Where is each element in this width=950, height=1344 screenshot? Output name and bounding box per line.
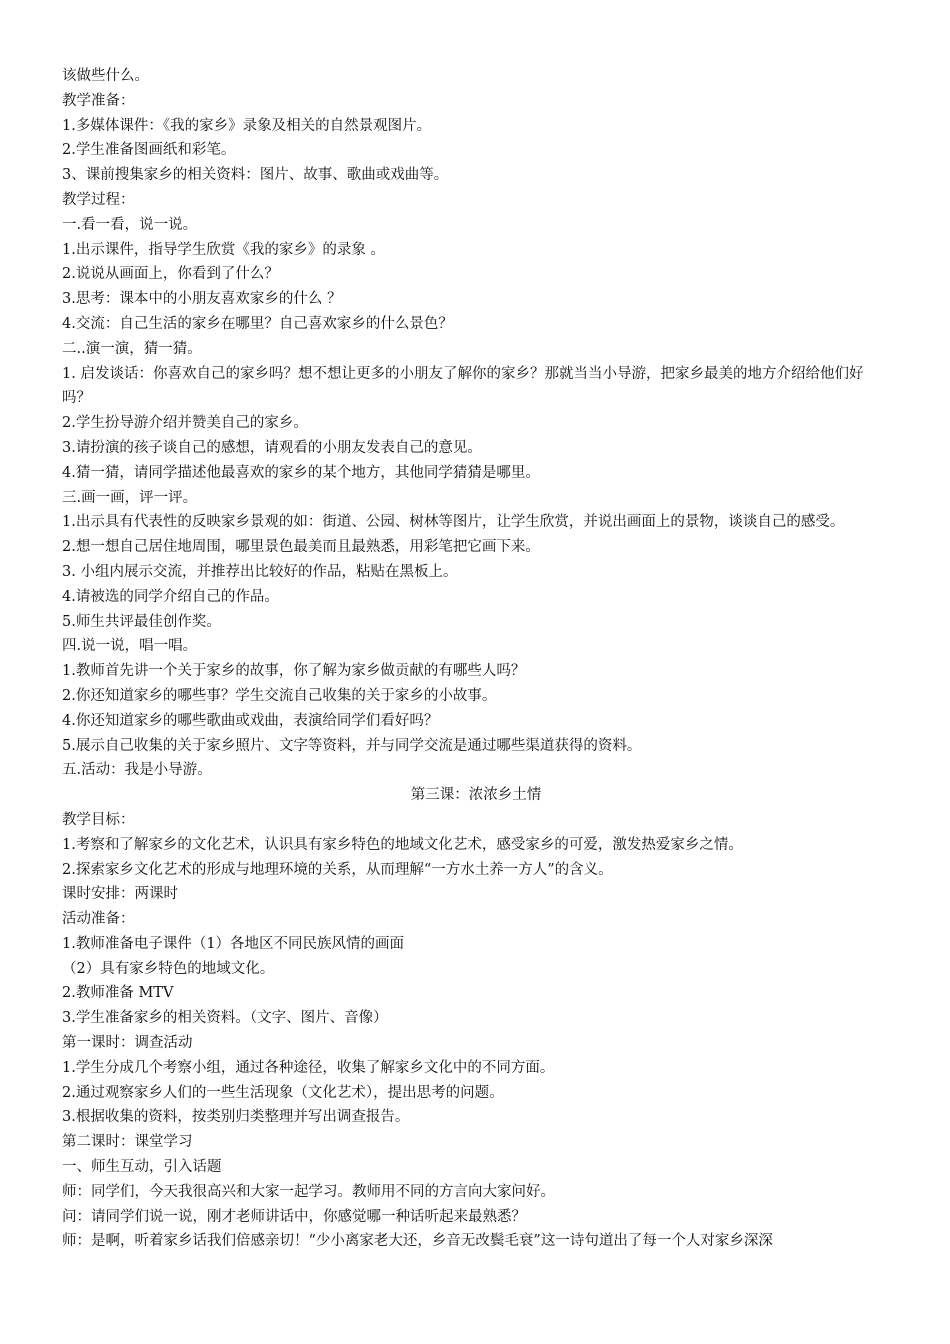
text-line: 3、课前搜集家乡的相关资料：图片、故事、歌曲或戏曲等。 xyxy=(62,167,449,184)
text-line: 3.请扮演的孩子谈自己的感想，请观看的小朋友发表自己的意见。 xyxy=(62,439,482,456)
text-line: 3. 小组内展示交流，并推荐出比较好的作品，粘贴在黑板上。 xyxy=(62,563,458,580)
text-line: 3.根据收集的资料，按类别归类整理并写出调查报告。 xyxy=(62,1109,410,1126)
text-line: 2.想一想自己居住地周围，哪里景色最美而且最熟悉，用彩笔把它画下来。 xyxy=(62,539,540,556)
text-line: 1. 启发谈话：你喜欢自己的家乡吗？想不想让更多的小朋友了解你的家乡？那就当当小导游，把家乡最美的地方介绍给他们好吗？ xyxy=(62,365,864,407)
text-line: 2.学生扮导游介绍并赞美自己的家乡。 xyxy=(62,415,308,432)
text-line: 2.说说从画面上，你看到了什么？ xyxy=(62,266,279,283)
text-line: 1.考察和了解家乡的文化艺术，认识具有家乡特色的地域文化艺术，感受家乡的可爱，激发热爱家乡之情。 xyxy=(62,836,743,853)
text-line: 2.通过观察家乡人们的一些生活现象（文化艺术），提出思考的问题。 xyxy=(62,1084,504,1101)
text-line: 三.画一画，评一评。 xyxy=(62,489,198,506)
text-line: 教学过程： xyxy=(62,191,135,208)
text-line: 3.思考：课本中的小朋友喜欢家乡的什么 ？ xyxy=(62,291,342,308)
text-line: 1.学生分成几个考察小组，通过各种途径，收集了解家乡文化中的不同方面。 xyxy=(62,1059,555,1076)
text-line: 1.出示课件，指导学生欣赏《我的家乡》的录象 。 xyxy=(62,241,385,258)
text-line: 第一课时：调查活动 xyxy=(62,1035,193,1052)
text-line: 1.多媒体课件：《我的家乡》录象及相关的自然景观图片。 xyxy=(62,117,432,134)
text-line: 一.看一看，说一说。 xyxy=(62,216,198,233)
text-line: 课时安排：两课时 xyxy=(62,886,178,903)
text-line: 第二课时：课堂学习 xyxy=(62,1134,193,1151)
document-page xyxy=(62,64,890,1254)
text-line: 1.教师首先讲一个关于家乡的故事，你了解为家乡做贡献的有哪些人吗？ xyxy=(62,663,526,680)
text-line: 4.交流：自己生活的家乡在哪里？自己喜欢家乡的什么景色？ xyxy=(62,315,453,332)
text-line: 2.教师准备 MTV xyxy=(62,985,174,1002)
text-line: 2.你还知道家乡的哪些事？学生交流自己收集的关于家乡的小故事。 xyxy=(62,687,497,704)
text-line: 该做些什么。 xyxy=(62,68,149,84)
text-line: 师：同学们，今天我很高兴和大家一起学习。教师用不同的方言向大家问好。 xyxy=(62,1183,555,1200)
text-line: （2）具有家乡特色的地域文化。 xyxy=(62,960,275,977)
text-line: 教学准备： xyxy=(62,92,135,109)
text-line: 活动准备： xyxy=(62,911,135,928)
text-line: 一、师生互动，引入话题 xyxy=(62,1159,222,1176)
text-line: 4.猜一猜，请同学描述他最喜欢的家乡的某个地方，其他同学猜猜是哪里。 xyxy=(62,464,540,481)
lesson-heading: 第三课：浓浓乡土情 xyxy=(410,787,542,804)
text-line: 2.探索家乡文化艺术的形成与地理环境的关系，从而理解“一方水土养一方人”的含义。 xyxy=(62,861,613,878)
text-line: 四.说一说，唱一唱。 xyxy=(62,638,198,655)
text-line: 五.活动：我是小导游。 xyxy=(62,762,212,779)
text-line: 3.学生准备家乡的相关资料。（文字、图片、音像） xyxy=(62,1010,388,1027)
text-line: 1.教师准备电子课件（1）各地区不同民族风情的画面 xyxy=(62,935,405,952)
text-line: 4.请被选的同学介绍自己的作品。 xyxy=(62,588,279,605)
text-line: 4.你还知道家乡的哪些歌曲或戏曲，表演给同学们看好吗？ xyxy=(62,712,439,729)
text-line: 1.出示具有代表性的反映家乡景观的如：街道、公园、树林等图片，让学生欣赏，并说出画面上的景物，谈谈自己的感受。 xyxy=(62,514,845,531)
text-line: 二..演一演，猜一猜。 xyxy=(62,340,202,357)
text-line: 2.学生准备图画纸和彩笔。 xyxy=(62,142,236,159)
text-line: 5.师生共评最佳创作奖。 xyxy=(62,613,221,630)
text-line: 5.展示自己收集的关于家乡照片、文字等资料，并与同学交流是通过哪些渠道获得的资料。 xyxy=(62,737,642,754)
text-line: 师：是啊，听着家乡话我们倍感亲切！“少小离家老大还，乡音无改鬓毛衰”这一诗句道出了每一个人对家乡深深 xyxy=(62,1233,773,1250)
text-line: 问：请同学们说一说，刚才老师讲话中，你感觉哪一种话听起来最熟悉？ xyxy=(62,1208,526,1225)
text-line: 教学目标： xyxy=(62,811,135,828)
